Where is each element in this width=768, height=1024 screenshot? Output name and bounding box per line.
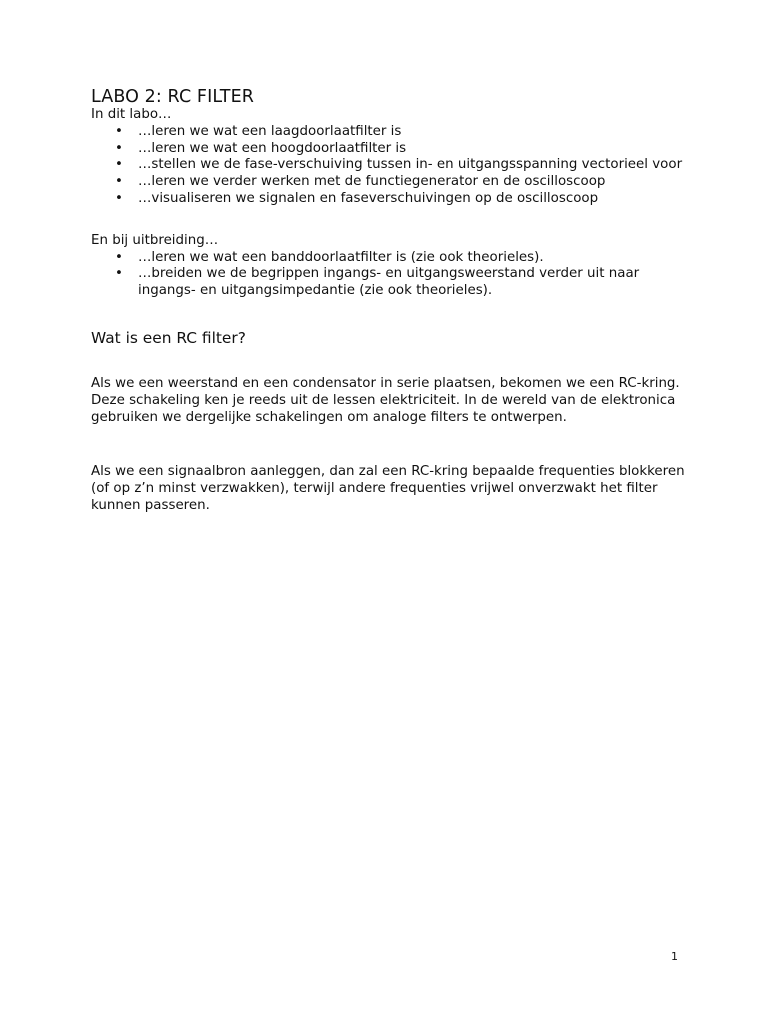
extension-label: En bij uitbreiding… — [91, 232, 219, 248]
bullet-icon: • — [115, 140, 123, 156]
list-item — [91, 191, 691, 208]
list-item — [91, 250, 691, 267]
list-item — [91, 157, 691, 174]
list-item — [91, 174, 691, 191]
list-item — [91, 124, 691, 141]
section-heading: Wat is een RC filter? — [91, 328, 246, 347]
page-content — [91, 87, 691, 515]
document-title: LABO 2: RC FILTER — [91, 87, 254, 107]
bullet-icon: • — [115, 174, 123, 190]
bullet-icon: • — [115, 190, 123, 206]
bullet-icon: • — [115, 157, 123, 173]
list-item-text: …breiden we de begrippen ingangs- en uitgangsweerstand verder uit naar ingangs- en uitgangsimpedantie (zie ook theorieles). — [138, 266, 640, 299]
list-item-text: …leren we verder werken met de functiegenerator en de oscilloscoop — [138, 174, 606, 190]
page-number: 1 — [671, 950, 678, 963]
extension-list — [91, 250, 691, 300]
bullet-icon: • — [115, 123, 123, 139]
list-item — [91, 266, 691, 300]
list-item-text: …visualiseren we signalen en faseverschuivingen op de oscilloscoop — [138, 190, 599, 206]
intro-text: In dit labo… — [91, 107, 172, 122]
paragraph: Als we een signaalbron aanleggen, dan zal een RC-kring bepaalde frequenties blokkeren (of op z’n minst verzwakken), terwijl andere frequenties vrijwel onverzwakt het filter kunnen passeren. — [91, 464, 685, 513]
list-item-text: …leren we wat een hoogdoorlaatfilter is — [138, 140, 407, 156]
bullet-icon: • — [115, 249, 123, 265]
list-item-text: …stellen we de fase-verschuiving tussen in- en uitgangsspanning vectorieel voor — [138, 157, 683, 173]
bullet-icon: • — [115, 266, 123, 282]
objectives-list — [91, 124, 691, 208]
list-item-text: …leren we wat een banddoorlaatfilter is (zie ook theorieles). — [138, 249, 544, 265]
list-item-text: …leren we wat een laagdoorlaatfilter is — [138, 123, 402, 139]
paragraph: Als we een weerstand en een condensator in serie plaatsen, bekomen we een RC-kring. Deze schakeling ken je reeds uit de lessen elektriciteit. In de wereld van de elektronica gebruiken we dergelijke schakelingen om analoge filters te ontwerpen. — [91, 375, 680, 425]
list-item — [91, 141, 691, 158]
